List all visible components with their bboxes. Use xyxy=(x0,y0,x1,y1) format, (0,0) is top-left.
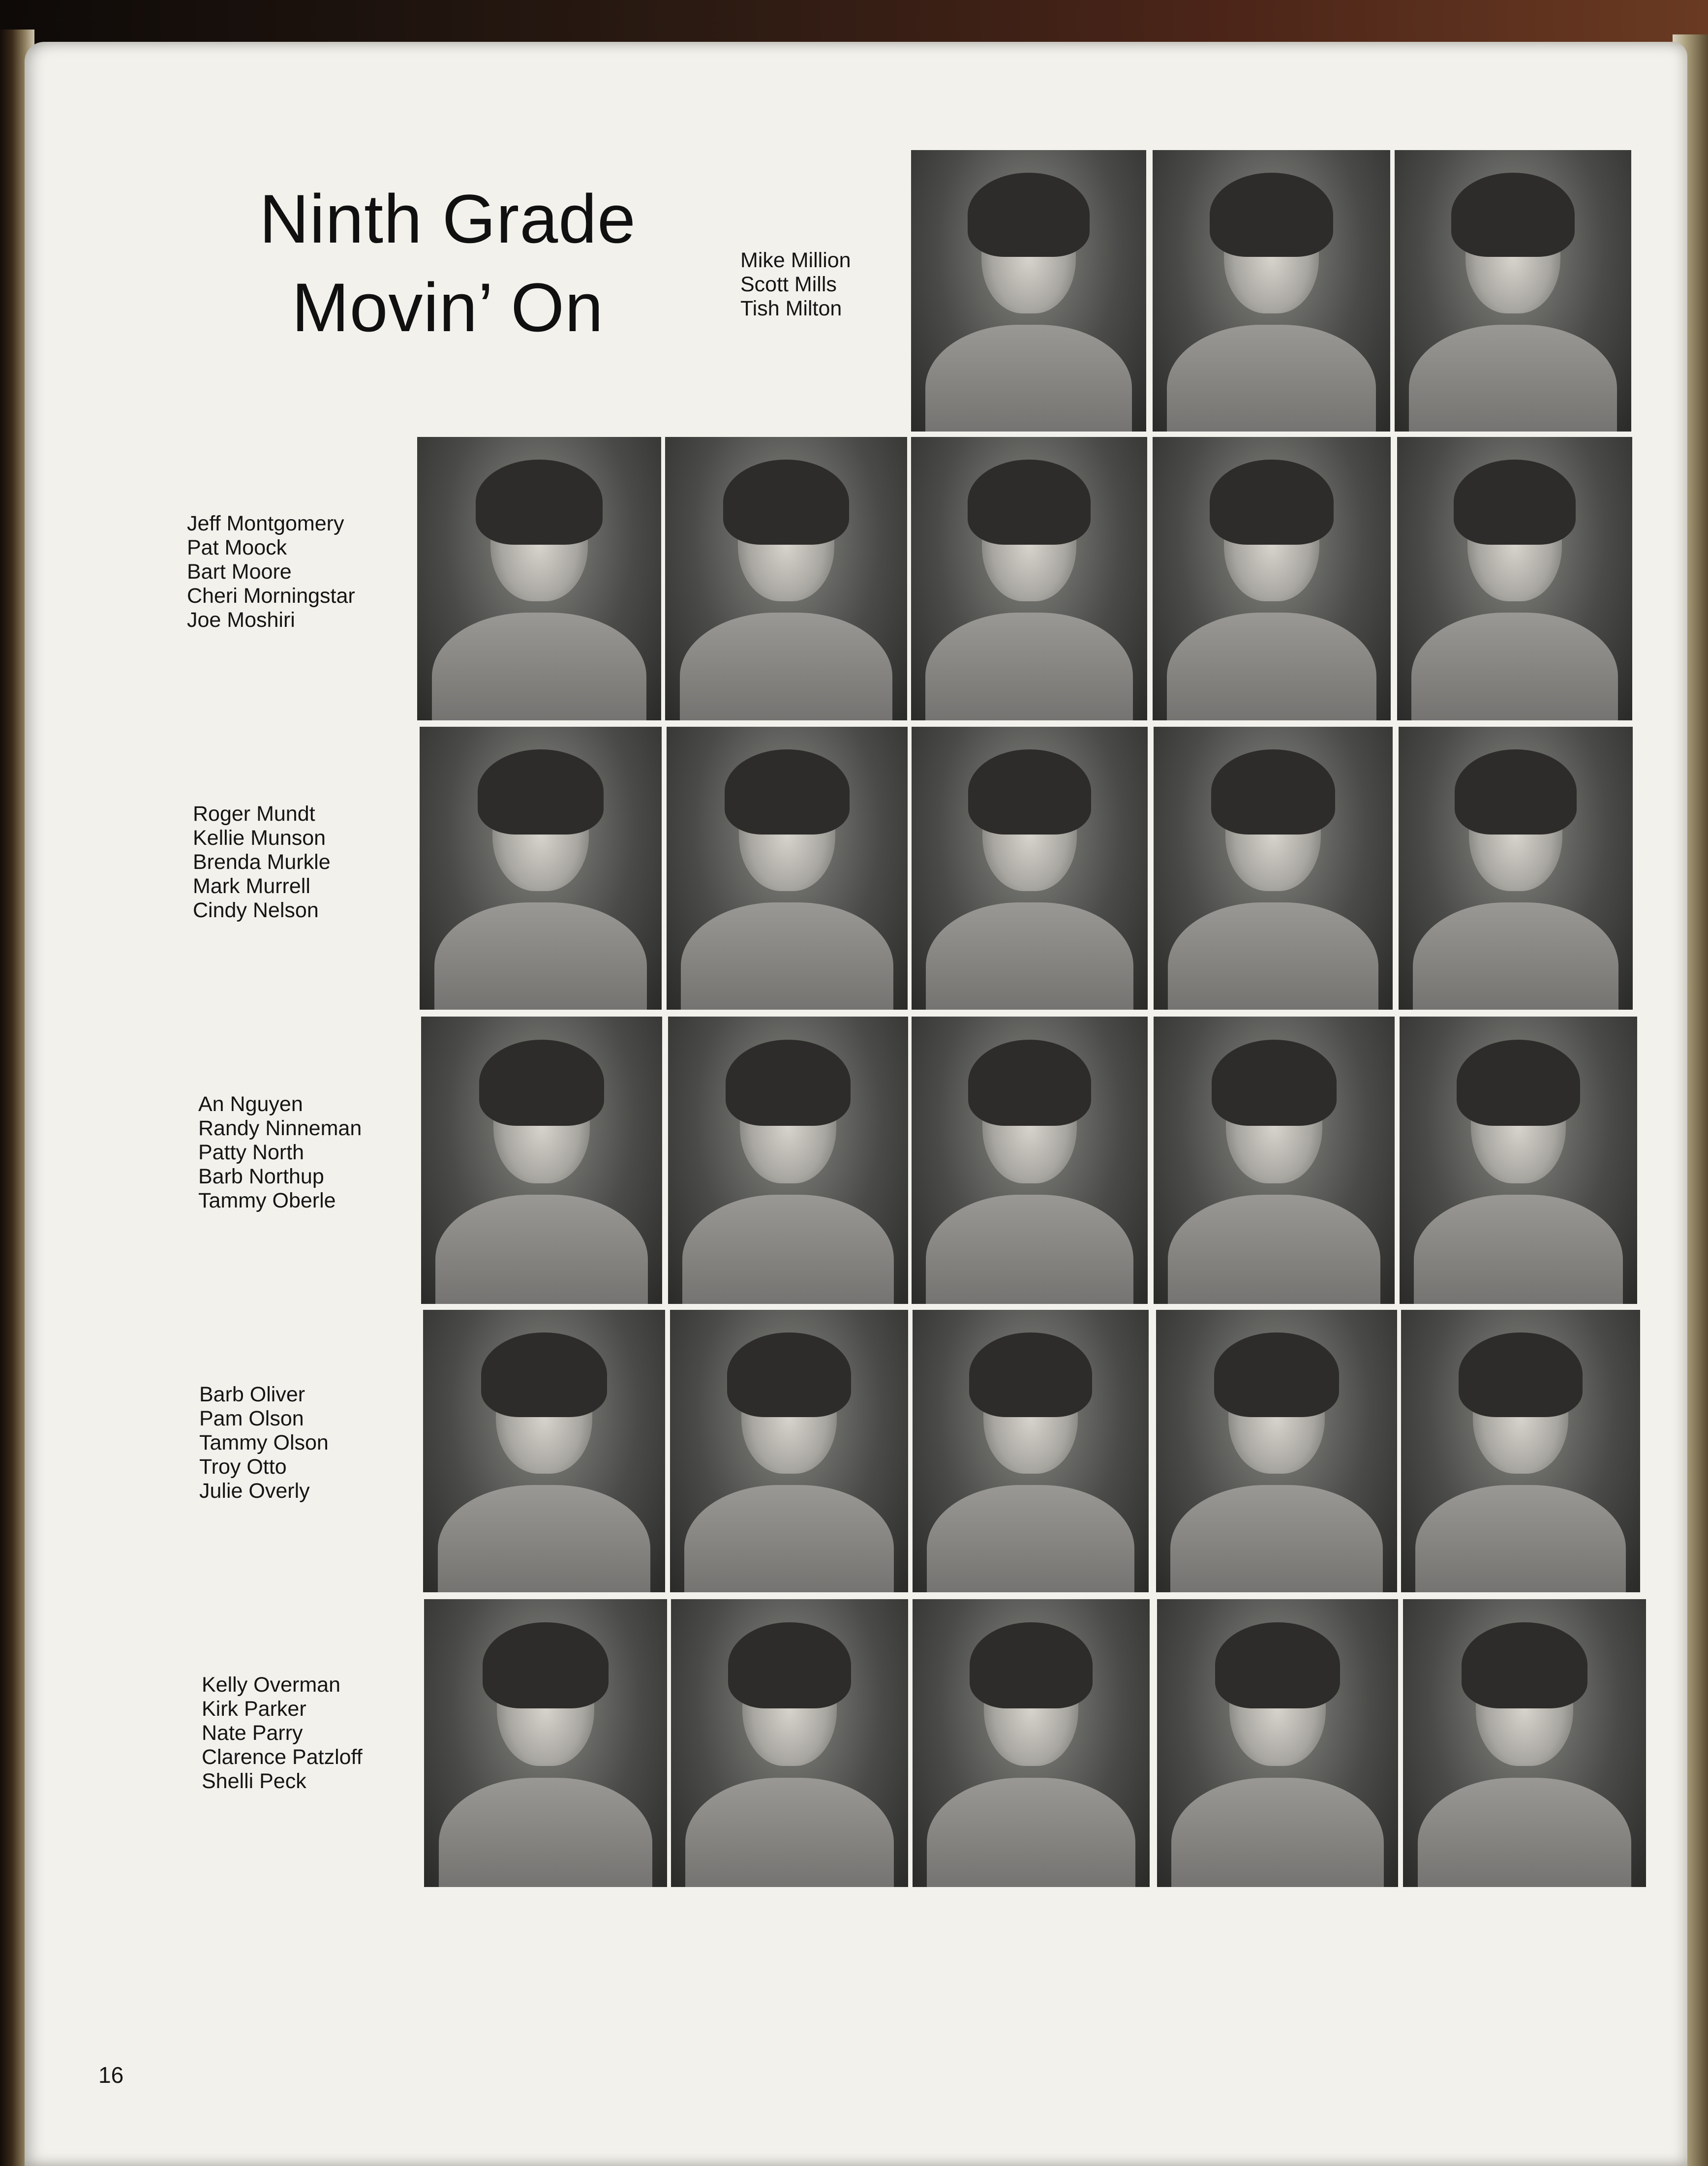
student-name: Mark Murrell xyxy=(193,874,310,898)
student-photo xyxy=(665,437,907,720)
student-photo xyxy=(421,1017,662,1304)
student-name: Cheri Morningstar xyxy=(187,584,355,608)
student-photo xyxy=(424,1599,667,1887)
student-photo xyxy=(671,1599,908,1887)
name-list-row-2 xyxy=(187,512,355,632)
student-photo xyxy=(1400,1017,1637,1304)
student-name: Clarence Patzloff xyxy=(202,1745,363,1769)
student-photo xyxy=(670,1310,908,1592)
student-name: Kelly Overman xyxy=(202,1673,340,1697)
student-photo xyxy=(1156,1310,1397,1592)
student-photo xyxy=(417,437,661,720)
student-name: Jeff Montgomery xyxy=(187,512,344,535)
student-name: Tammy Oberle xyxy=(198,1189,336,1212)
student-photo xyxy=(1153,437,1391,720)
student-name: Tish Milton xyxy=(740,297,842,320)
student-name: Julie Overly xyxy=(199,1479,310,1503)
student-photo xyxy=(1395,150,1631,432)
student-photo xyxy=(1157,1599,1398,1887)
page-title-line1: Ninth Grade xyxy=(259,180,636,257)
student-photo xyxy=(911,150,1146,432)
student-name: Barb Oliver xyxy=(199,1383,305,1406)
student-photo xyxy=(911,437,1147,720)
student-name: Kirk Parker xyxy=(202,1697,306,1721)
student-name: Scott Mills xyxy=(740,273,837,296)
name-list-row-3 xyxy=(193,802,331,923)
student-photo xyxy=(913,1310,1149,1592)
student-photo xyxy=(1153,150,1390,432)
student-name: Troy Otto xyxy=(199,1455,287,1479)
student-name: Cindy Nelson xyxy=(193,898,319,922)
page-number: 16 xyxy=(98,2062,124,2088)
student-name: Kellie Munson xyxy=(193,826,326,850)
student-name: Nate Parry xyxy=(202,1721,303,1745)
name-list-row-5 xyxy=(199,1383,329,1503)
student-name: Shelli Peck xyxy=(202,1769,306,1793)
student-photo xyxy=(420,727,662,1010)
student-photo xyxy=(913,1599,1150,1887)
student-photo xyxy=(912,727,1148,1010)
student-photo xyxy=(423,1310,665,1592)
student-name: Joe Moshiri xyxy=(187,608,295,632)
student-name: Brenda Murkle xyxy=(193,850,331,874)
name-list-row-6 xyxy=(202,1673,363,1794)
student-name: Randy Ninneman xyxy=(198,1116,362,1140)
student-photo xyxy=(667,727,908,1010)
student-photo xyxy=(1154,1017,1395,1304)
student-photo xyxy=(1403,1599,1646,1887)
student-photo xyxy=(1401,1310,1640,1592)
student-photo xyxy=(912,1017,1148,1304)
student-name: Barb Northup xyxy=(198,1165,324,1188)
student-photo xyxy=(1154,727,1393,1010)
name-list-row-1 xyxy=(740,248,851,321)
student-name: An Nguyen xyxy=(198,1092,303,1116)
student-photo xyxy=(668,1017,908,1304)
student-name: Roger Mundt xyxy=(193,802,315,826)
student-name: Mike Million xyxy=(740,248,851,272)
student-photo xyxy=(1397,437,1632,720)
name-list-row-4 xyxy=(198,1092,362,1213)
student-name: Tammy Olson xyxy=(199,1431,329,1454)
student-name: Pat Moock xyxy=(187,536,287,559)
student-photo xyxy=(1399,727,1633,1010)
page-title-line2: Movin’ On xyxy=(291,269,604,346)
student-name: Pam Olson xyxy=(199,1407,304,1430)
student-name: Patty North xyxy=(198,1141,305,1164)
student-name: Bart Moore xyxy=(187,560,292,584)
